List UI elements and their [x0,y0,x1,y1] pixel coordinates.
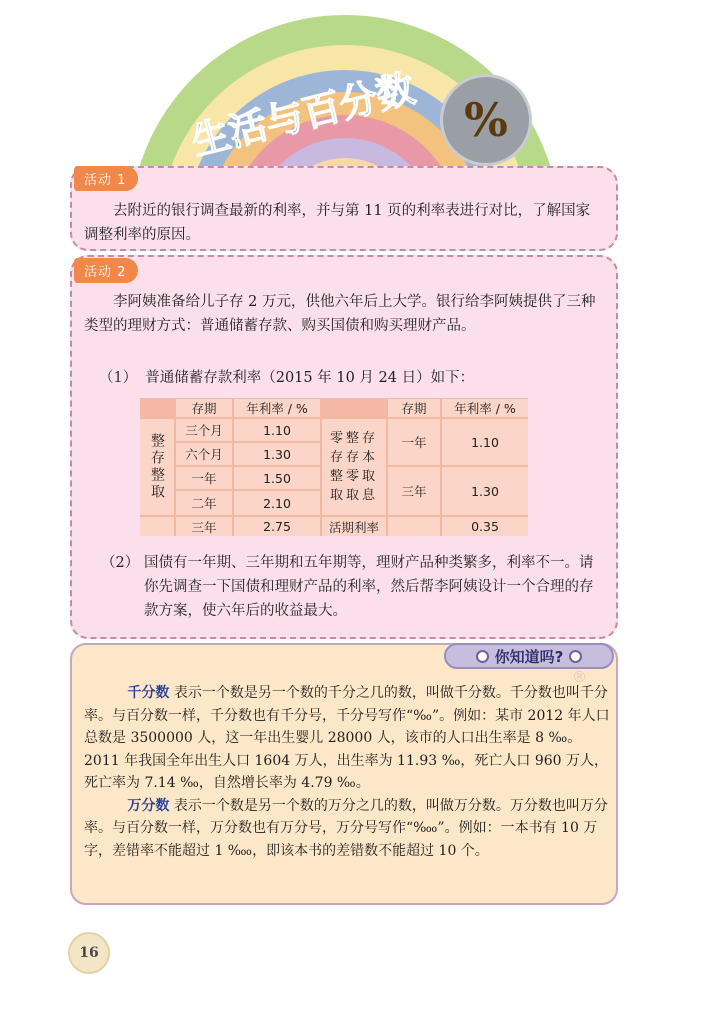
table-term-cell: 三年 [176,517,232,536]
table-rate-cell: 1.30 [442,467,528,515]
did-you-know-text [84,682,612,862]
table-header-rate-left: 年利率 / % [234,399,320,417]
page-number: 16 [68,932,110,974]
table-rate-cell: 1.10 [234,419,320,441]
group-label-line: 存存本 [329,450,378,465]
table-header-term-left: 存期 [176,399,232,417]
question2-text: 国债有一年期、三年期和五年期等，理财产品种类繁多，利率不一。请你先调查一下国债和理财产品的利率，然后帮李阿姨设计一个合理的存款方案，使六年后的收益最大。 [144,555,594,619]
table-corner-left [140,398,174,417]
did-you-know-label: 你知道吗? [494,647,564,666]
did-you-know-tag [444,643,614,669]
permille-paragraph [84,682,612,795]
per-ten-thousand-term: 万分数 [127,797,170,814]
bullet-icon [569,650,582,663]
activity1-text: 去附近的银行调查最新的利率，并与第 11 页的利率表进行对比，了解国家调整利率的原因。 [84,203,591,243]
table-rate-cell: 1.10 [442,419,528,465]
table-demand-rate: 0.35 [442,517,528,536]
activity2-intro: 李阿姨准备给儿子存 2 万元，供他六年后上大学。银行给李阿姨提供了三种类型的理财方式：普通储蓄存款、购买国债和购买理财产品。 [84,294,596,334]
table-term-cell: 二年 [176,491,232,515]
table-header-rate-right: 年利率 / % [442,399,528,417]
group-label-line: 取取息 [329,488,378,503]
group-label-line: 零整存 [329,431,378,446]
table-rate-cell: 1.50 [234,467,320,489]
table-blank-cell [140,517,174,536]
group-label-line: 整零取 [329,469,378,484]
percent-symbol-badge: % [440,74,532,166]
table-group-installment [322,419,386,515]
table-rate-cell: 1.30 [234,443,320,465]
question1-number: （1） [99,370,138,386]
table-term-cell: 一年 [176,467,232,489]
table-term-cell: 六个月 [176,443,232,465]
table-corner-right [322,398,386,417]
interest-rate-table [140,398,528,536]
table-term-cell: 三个月 [176,419,232,441]
chapter-header [0,0,723,175]
activity2-tag: 活动 2 [74,258,138,283]
registered-mark: ® [572,668,587,686]
table-header-term-right: 存期 [388,399,440,417]
activity2-question1 [99,366,599,390]
table-rate-cell: 2.75 [234,517,320,536]
permille-term: 千分数 [127,685,170,701]
activity1-tag: 活动 1 [74,166,138,191]
table-group-lump-sum: 整存整取 [140,419,174,515]
table-term-cell: 三年 [388,467,440,515]
per-ten-thousand-paragraph [84,795,612,863]
bullet-icon [476,650,489,663]
table-blank-cell [388,517,440,536]
chapter-title-text: 生活与百分数 [187,64,420,164]
per-ten-thousand-definition: 表示一个数是另一个数的万分之几的数，叫做万分数。万分数也叫万分率。与百分数一样，万分数也有万分号，万分号写作“‱”。例如：一本书有 10 万字，差错率不能超过 1 ‱，即该本书的差错数不能超过 10 个。 [84,797,608,859]
table-demand-label: 活期利率 [322,517,386,536]
table-rate-cell: 2.10 [234,491,320,515]
chapter-title [0,0,723,175]
table-term-cell: 一年 [388,419,440,465]
question1-text: 普通储蓄存款利率（2015 年 10 月 24 日）如下： [145,370,475,386]
permille-definition: 表示一个数是另一个数的千分之几的数，叫做千分数。千分数也叫千分率。与百分数一样，千分数也有千分号，千分号写作“‰”。例如：某市 2012 年人口总数是 3500000 人，这一年出生婴儿 28000 人，该市的人口出生率是 8 ‰。2011 年我国全年出生人口 1604 万人，出生率为 11.93 ‰，死亡人口 960 万人，死亡率为 7.14 ‰，自然增长率为 4.79 ‰。 [84,685,610,791]
question2-number: （2） [101,555,140,571]
